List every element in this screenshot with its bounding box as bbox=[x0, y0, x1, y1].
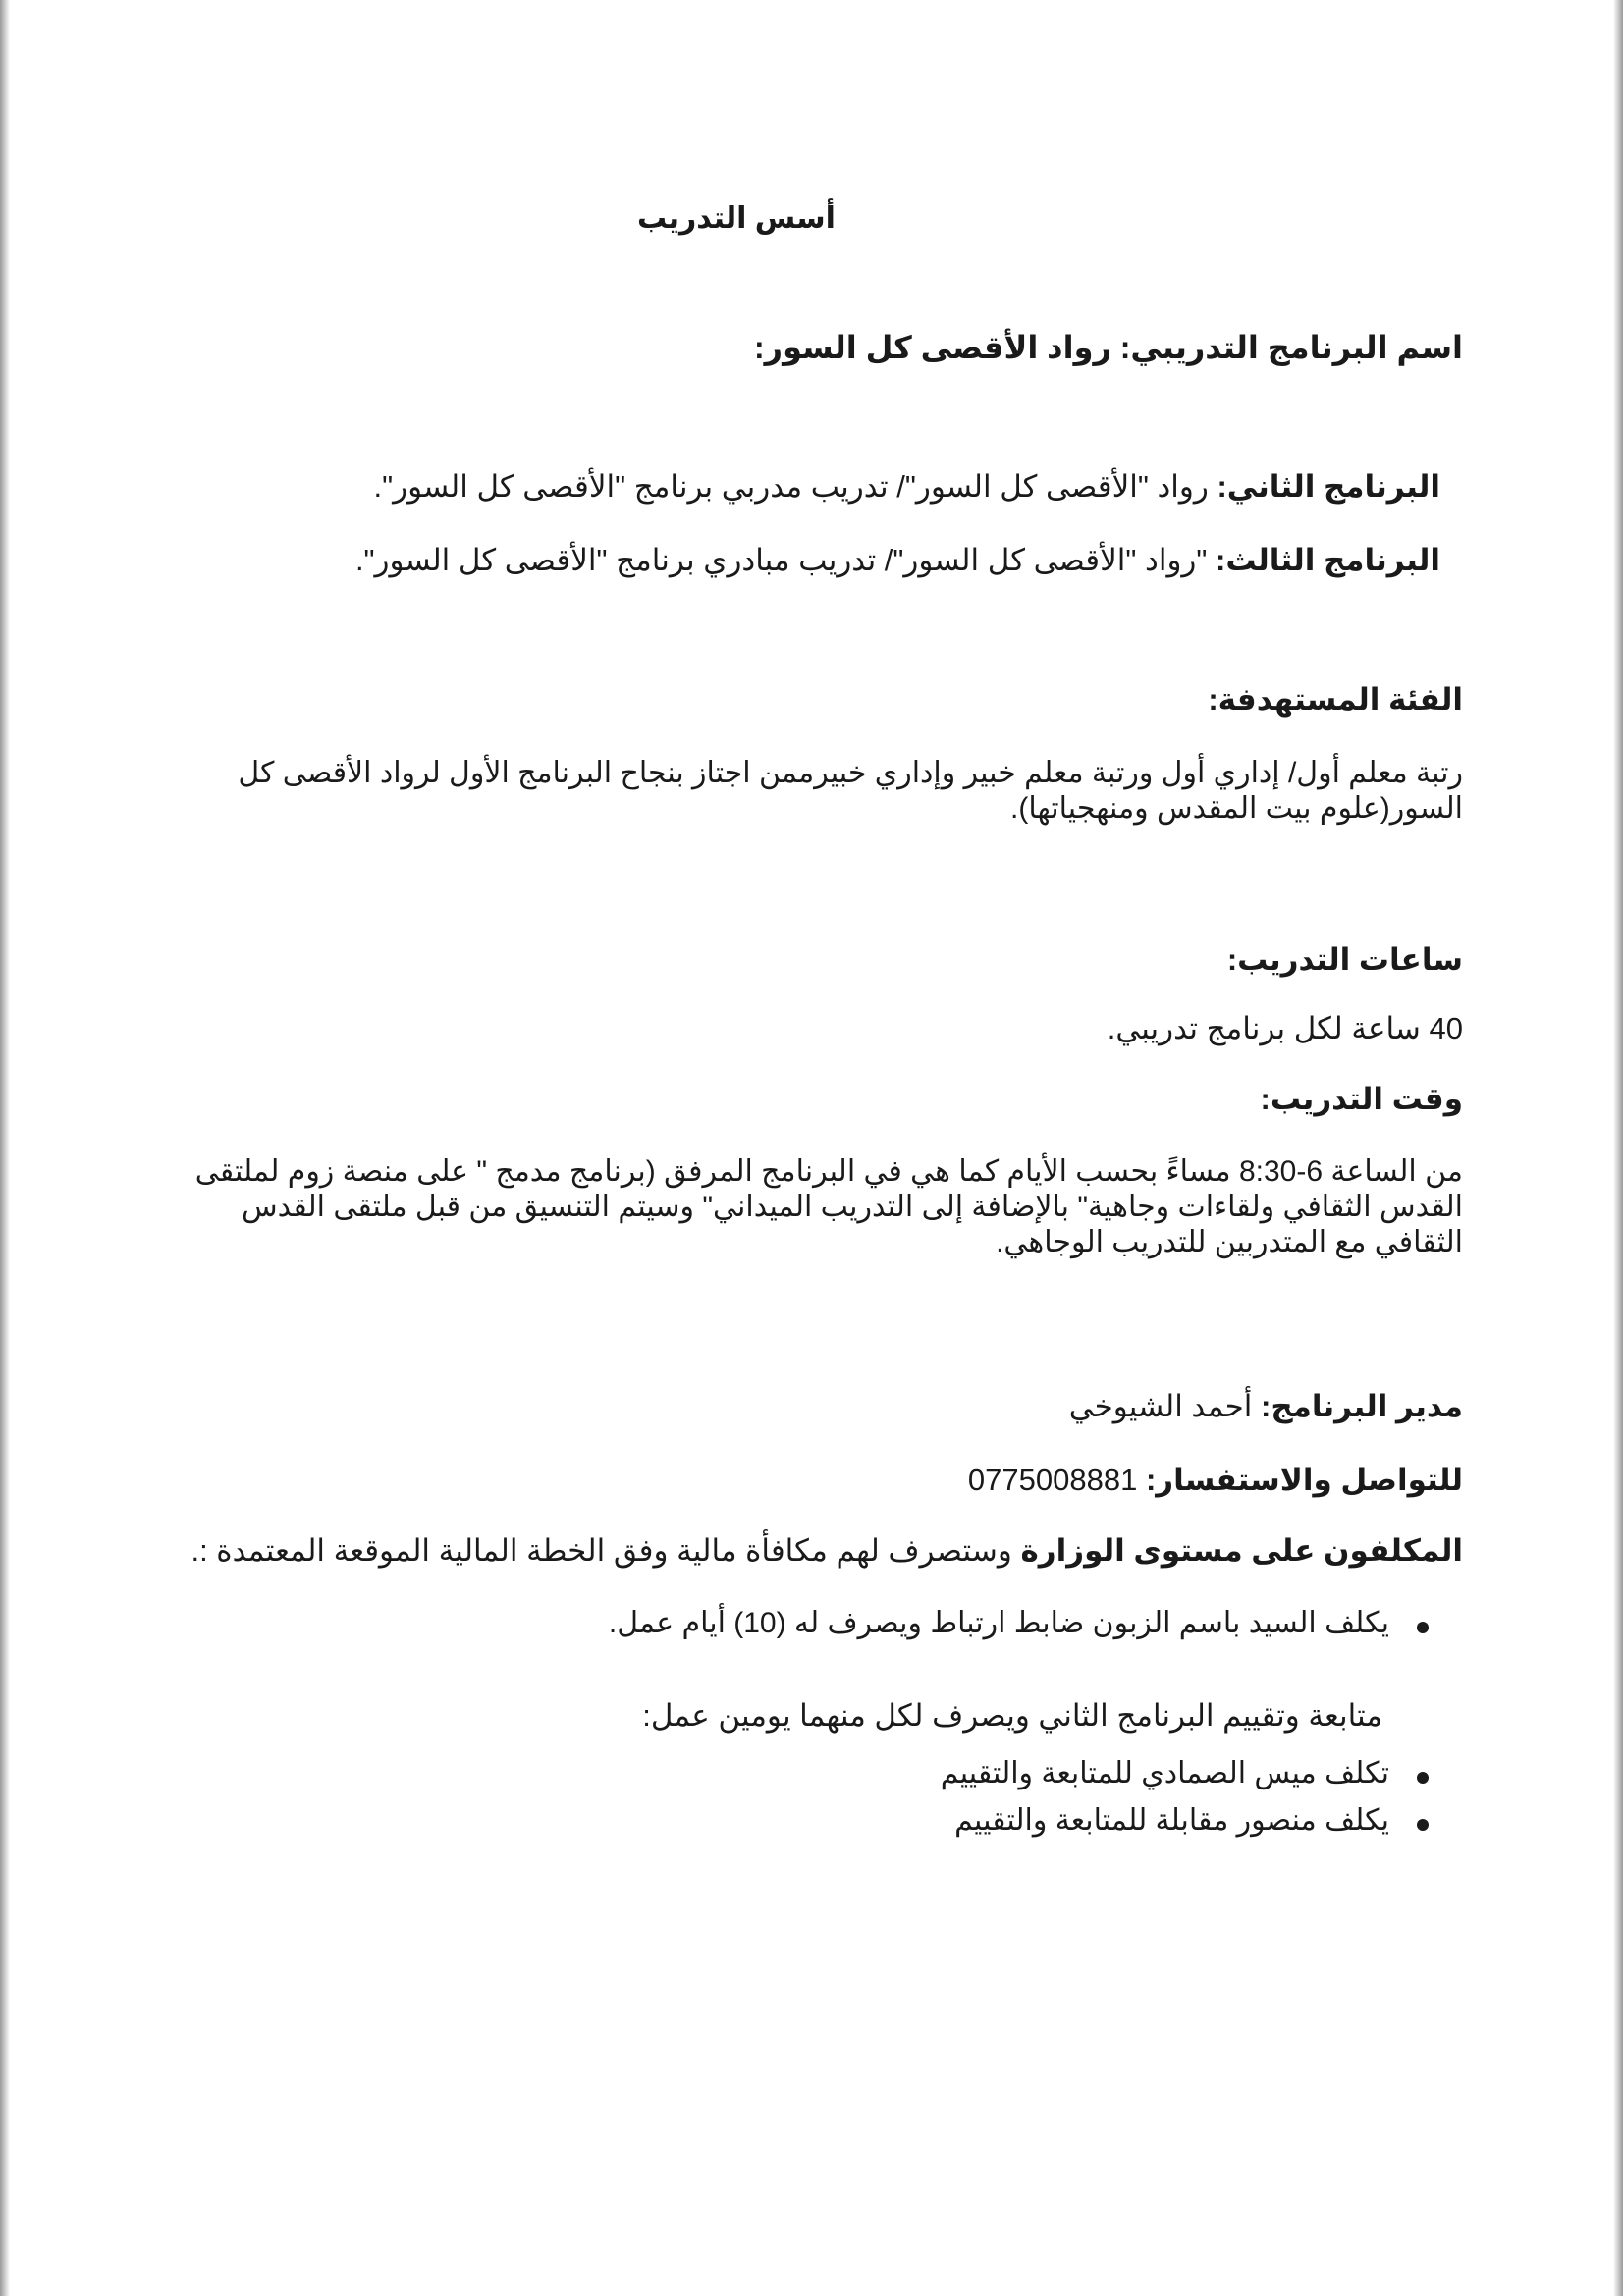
target-group-text: رتبة معلم أول/ إداري أول ورتبة معلم خبير وإداري خبيرممن اجتاز بنجاح البرنامج الأول لرواد الأقصى كل السور(علوم بيت المقدس ومنهجياتها). bbox=[238, 757, 1463, 825]
ministry-assignment-label: المكلفون على مستوى الوزارة bbox=[1020, 1533, 1463, 1568]
scan-edge-right bbox=[1613, 0, 1623, 2296]
document-title: أسس التدريب bbox=[637, 202, 836, 235]
list-item: تكلف ميس الصمادي للمتابعة والتقييم bbox=[940, 1757, 1389, 1789]
target-group-heading: الفئة المستهدفة: bbox=[1208, 682, 1463, 717]
followup-intro: متابعة وتقييم البرنامج الثاني ويصرف لكل منهما يومين عمل: bbox=[642, 1698, 1382, 1733]
ministry-assignment-line bbox=[190, 1533, 1463, 1569]
program-three-text: "رواد "الأقصى كل السور"/ تدريب مبادري برنامج "الأقصى كل السور". bbox=[354, 543, 1217, 577]
contact-phone: 0775008881 bbox=[967, 1463, 1138, 1497]
program-manager-line bbox=[1069, 1389, 1463, 1424]
training-time-text: من الساعة 6-8:30 مساءً بحسب الأيام كما هي في البرنامج المرفق (برنامج مدمج " على منصة زوم لملتقى القدس الثقافي ولقاءات وجاهية" بالإضافة إلى التدريب الميداني" وسيتم التنسيق من قبل ملتقى القدس الثقافي مع المتدربين للتدريب الوجاهي. bbox=[194, 1155, 1463, 1258]
scan-edge-left bbox=[0, 0, 10, 2296]
training-hours-text: 40 ساعة لكل برنامج تدريبي. bbox=[1107, 1011, 1463, 1045]
list-item: يكلف منصور مقابلة للمتابعة والتقييم bbox=[954, 1804, 1389, 1837]
program-two-line bbox=[374, 469, 1440, 505]
program-manager-label: مدير البرنامج: bbox=[1261, 1389, 1463, 1423]
program-three-line bbox=[355, 543, 1440, 578]
program-two-text: رواد "الأقصى كل السور"/ تدريب مدربي برنامج "الأقصى كل السور". bbox=[373, 469, 1217, 504]
training-hours-heading: ساعات التدريب: bbox=[1226, 942, 1463, 977]
list-item: يكلف السيد باسم الزبون ضابط ارتباط ويصرف له (10) أيام عمل. bbox=[608, 1607, 1389, 1639]
ministry-assignment-text: وستصرف لهم مكافأة مالية وفق الخطة المالية الموقعة المعتمدة :. bbox=[190, 1533, 1021, 1568]
bullet-dot bbox=[1417, 1772, 1429, 1784]
contact-line bbox=[968, 1463, 1463, 1498]
program-two-label: البرنامج الثاني: bbox=[1217, 469, 1440, 504]
training-time-heading: وقت التدريب: bbox=[1260, 1082, 1463, 1116]
bullet-dot bbox=[1417, 1622, 1429, 1633]
contact-label: للتواصل والاستفسار: bbox=[1145, 1463, 1463, 1497]
program-manager-name: أحمد الشيوخي bbox=[1068, 1389, 1262, 1423]
bullet-dot bbox=[1417, 1819, 1429, 1831]
program-name-heading: اسم البرنامج التدريبي: رواد الأقصى كل السور: bbox=[753, 330, 1463, 365]
program-three-label: البرنامج الثالث: bbox=[1216, 543, 1440, 577]
